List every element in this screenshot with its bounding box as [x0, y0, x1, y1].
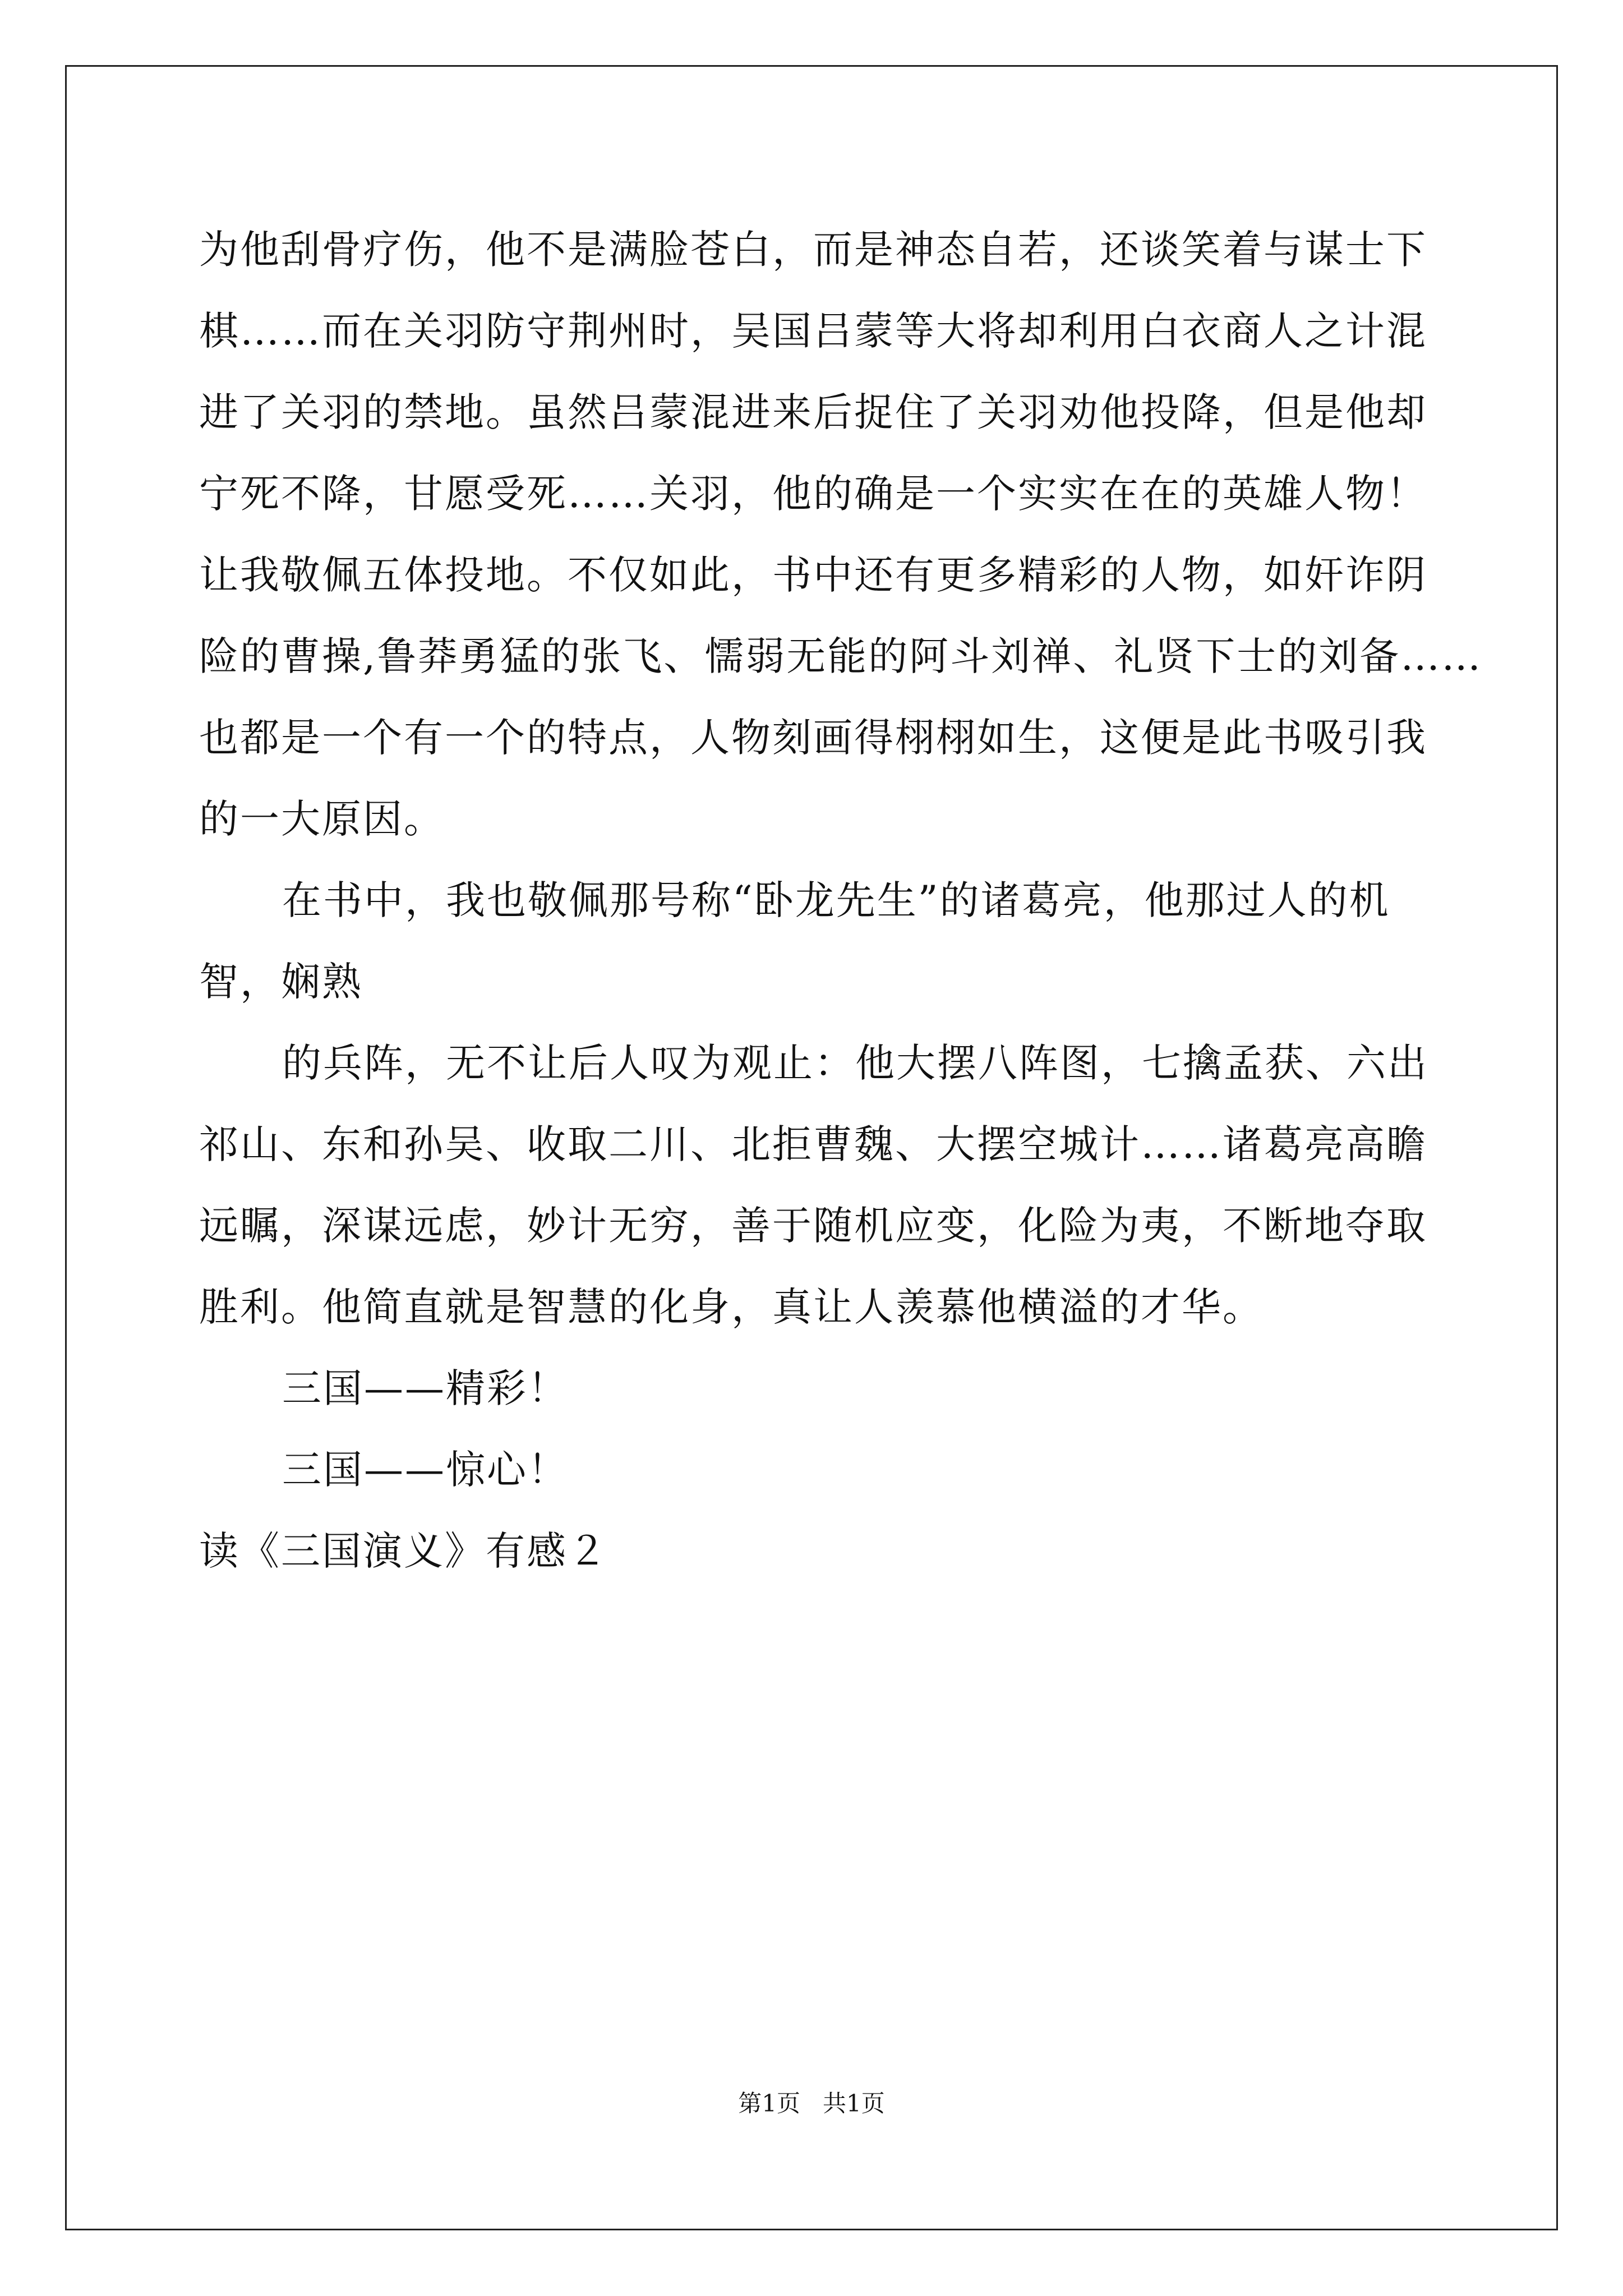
- exclamation-line: 三国——惊心！: [282, 1447, 569, 1493]
- text-line: 进了关羽的禁地。虽然吕蒙混进来后捉住了关羽劝他投降，但是他却: [199, 389, 1427, 435]
- text-line: 为他刮骨疗伤，他不是满脸苍白，而是神态自若，还谈笑着与谋士下: [199, 227, 1427, 273]
- text-line: 远瞩，深谋远虑，妙计无穷，善于随机应变，化险为夷，不断地夺取: [199, 1203, 1427, 1249]
- paragraph-first-line: 在书中，我也敬佩那号称“卧龙先生”的诸葛亮，他那过人的机: [282, 877, 1390, 923]
- page-footer: 第1页 共1页: [738, 2090, 885, 2117]
- text-line: 让我敬佩五体投地。不仅如此，书中还有更多精彩的人物，如奸诈阴: [199, 552, 1427, 598]
- text-line: 的一大原因。: [199, 796, 445, 842]
- text-line: 祁山、东和孙吴、收取二川、北拒曹魏、大摆空城计……诸葛亮高瞻: [199, 1121, 1427, 1167]
- text-line: 棋……而在关羽防守荆州时，吴国吕蒙等大将却利用白衣商人之计混: [199, 308, 1427, 354]
- exclamation-line: 三国——精彩！: [282, 1365, 569, 1411]
- text-line: 也都是一个有一个的特点，人物刻画得栩栩如生，这便是此书吸引我: [199, 715, 1427, 761]
- text-line: 智，娴熟: [199, 959, 363, 1005]
- text-line: 险的曹操,鲁莽勇猛的张飞、懦弱无能的阿斗刘禅、礼贤下士的刘备……: [199, 633, 1483, 679]
- text-line: 宁死不降，甘愿受死……关羽，他的确是一个实实在在的英雄人物！: [199, 471, 1427, 517]
- paragraph-first-line: 的兵阵，无不让后人叹为观止：他大摆八阵图，七擒孟获、六出: [282, 1040, 1428, 1086]
- section-title: 读《三国演义》有感２: [199, 1528, 608, 1574]
- text-line: 胜利。他简直就是智慧的化身，真让人羡慕他横溢的才华。: [199, 1284, 1264, 1330]
